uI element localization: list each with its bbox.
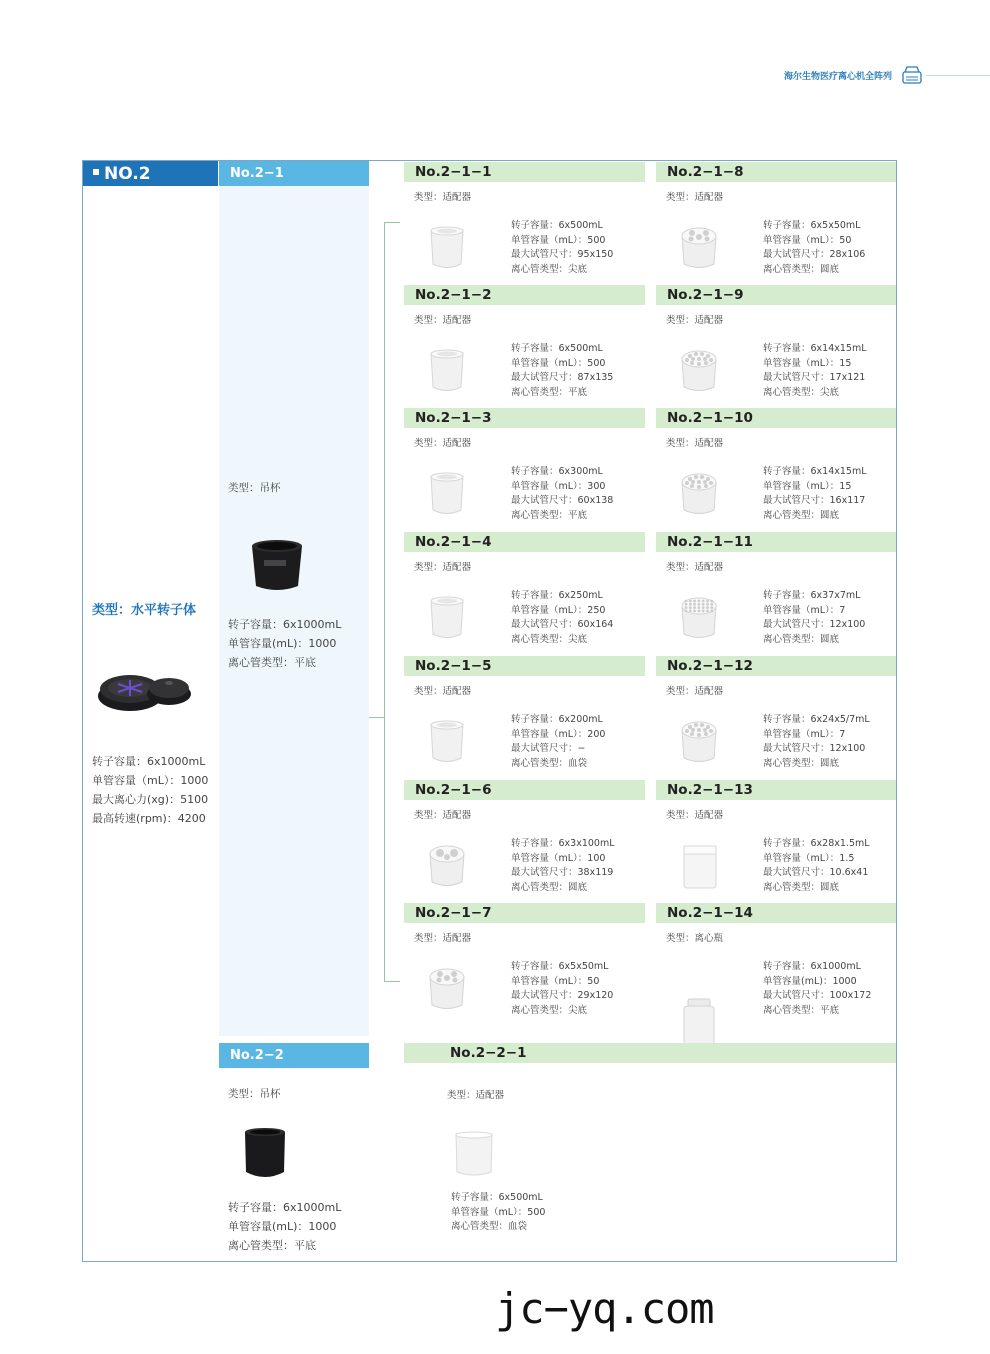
item-spec-max-tube-size: 最大试管尺寸：60x164 [511, 619, 614, 631]
item-specs [511, 589, 613, 648]
bucket-spec-tube-type: 离心管类型：平底 [228, 656, 316, 669]
adapter-5hole-icon [426, 965, 468, 1013]
item-spec-capacity: 转子容量：6x3x100mL [511, 838, 615, 849]
item-spec-tube-type: 离心管类型：圆底 [511, 882, 588, 894]
item-header: No.2−1−14 [656, 903, 896, 923]
adapter-cup-icon [426, 718, 468, 766]
item-spec-tube-volume: 单管容量（mL）：50 [763, 234, 852, 246]
item-type: 类型：离心瓶 [666, 933, 724, 944]
item-type: 类型：适配器 [414, 933, 472, 944]
item-spec-tube-volume: 单管容量（mL）：500 [451, 1206, 546, 1218]
item-spec-max-tube-size: 最大试管尺寸：29x120 [511, 990, 614, 1002]
item-spec-max-tube-size: 最大试管尺寸：16x117 [763, 495, 866, 507]
item-spec-max-tube-size: 最大试管尺寸：60x138 [511, 495, 614, 507]
item-spec-tube-type: 离心管类型：血袋 [451, 1221, 528, 1233]
item-spec-max-tube-size: 最大试管尺寸：87x135 [511, 372, 614, 384]
adapter-dense-icon [678, 594, 720, 642]
item-spec-tube-volume: 单管容量（mL）：7 [763, 728, 846, 740]
header-title: 海尔生物医疗离心机全阵列 [783, 72, 892, 82]
item-spec-max-tube-size: 最大试管尺寸：− [511, 743, 586, 755]
header-rule [926, 75, 990, 76]
adapter-cup-icon [426, 470, 468, 518]
item-specs [511, 837, 615, 896]
item-specs [763, 837, 870, 896]
item-specs [511, 465, 613, 524]
item-type: 类型：适配器 [666, 192, 724, 203]
bucket-specs-no2-1 [228, 615, 341, 672]
bucket-image-no2-1 [248, 536, 306, 596]
item-spec-tube-volume: 单管容量（mL）：1.5 [763, 852, 855, 864]
item-spec-max-tube-size: 最大试管尺寸：10.6x41 [763, 867, 869, 879]
adapter-bracket [384, 222, 400, 982]
rotor-spec-max-rcf: 最大离心力(xg)：5100 [92, 793, 209, 806]
item-spec-capacity: 转子容量：6x14x15mL [763, 466, 867, 477]
item-header: No.2−1−3 [404, 408, 645, 428]
item-spec-tube-type: 离心管类型：血袋 [511, 758, 588, 770]
rotor-type-label: 类型：水平转子体 [92, 603, 197, 618]
item-type: 类型：适配器 [666, 686, 724, 697]
item-spec-tube-type: 离心管类型：平底 [763, 1005, 840, 1017]
item-spec-tube-type: 离心管类型：圆底 [763, 510, 840, 522]
item-specs [511, 960, 613, 1019]
bucket-spec-capacity: 转子容量：6x1000mL [228, 618, 342, 631]
item-spec-capacity: 转子容量：6x5x50mL [763, 220, 861, 231]
item-spec-max-tube-size: 最大试管尺寸：17x121 [763, 372, 866, 384]
item-type: 类型：适配器 [414, 438, 472, 449]
item-type-no2-2-1: 类型：适配器 [447, 1090, 505, 1101]
item-spec-tube-volume: 单管容量（mL）：250 [511, 604, 606, 616]
item-type: 类型：适配器 [414, 192, 472, 203]
sub-column-no2-1 [219, 186, 369, 1036]
item-spec-tube-volume: 单管容量（mL）：15 [763, 480, 852, 492]
item-specs [763, 713, 870, 772]
bracket-connector [369, 717, 385, 718]
item-spec-tube-type: 离心管类型：圆底 [763, 758, 840, 770]
item-specs [511, 713, 605, 772]
adapter-cup-icon [426, 224, 468, 272]
item-specs [763, 219, 865, 278]
item-header: No.2−1−8 [656, 162, 896, 182]
item-spec-capacity: 转子容量：6x200mL [511, 714, 603, 725]
adapter-multihole-icon [678, 347, 720, 395]
item-specs [511, 219, 613, 278]
bucket-spec-tube-type: 离心管类型：平底 [228, 1239, 316, 1252]
item-specs [763, 342, 867, 401]
item-specs [763, 589, 865, 648]
item-header: No.2−1−10 [656, 408, 896, 428]
item-spec-tube-type: 离心管类型：尖底 [511, 264, 588, 276]
item-spec-tube-volume: 单管容量（mL）：200 [511, 728, 606, 740]
item-spec-capacity: 转子容量：6x500mL [511, 220, 603, 231]
item-spec-capacity: 转子容量：6x500mL [511, 343, 603, 354]
item-header: No.2−1−5 [404, 656, 645, 676]
item-spec-tube-type: 离心管类型：圆底 [763, 264, 840, 276]
sub-header-no2-1: No.2−1 [219, 161, 369, 186]
item-spec-capacity: 转子容量：6x300mL [511, 466, 603, 477]
item-header: No.2−1−6 [404, 780, 645, 800]
bucket-type-no2-2: 类型：吊杯 [228, 1088, 281, 1100]
item-spec-max-tube-size: 最大试管尺寸：12x100 [763, 743, 866, 755]
centrifuge-icon [901, 64, 923, 86]
item-header: No.2−1−7 [404, 903, 645, 923]
item-spec-capacity: 转子容量：6x500mL [451, 1192, 543, 1203]
item-type: 类型：适配器 [414, 810, 472, 821]
item-specs [511, 342, 613, 401]
item-spec-tube-volume: 单管容量（mL）：500 [511, 234, 606, 246]
item-spec-max-tube-size: 最大试管尺寸：38x119 [511, 867, 614, 879]
item-spec-capacity: 转子容量：6x14x15mL [763, 343, 867, 354]
section-header-no2 [83, 161, 218, 186]
adapter-cup-icon [426, 594, 468, 642]
watermark: jc−yq.com [495, 1284, 714, 1333]
item-spec-tube-volume: 单管容量(mL)：1000 [763, 975, 857, 987]
item-spec-max-tube-size: 最大试管尺寸：95x150 [511, 249, 614, 261]
item-type: 类型：适配器 [666, 562, 724, 573]
bucket-spec-tube-volume: 单管容量(mL)：1000 [228, 637, 337, 650]
item-spec-max-tube-size: 最大试管尺寸：28x106 [763, 249, 866, 261]
item-spec-max-tube-size: 最大试管尺寸：100x172 [763, 990, 872, 1002]
item-type: 类型：适配器 [414, 315, 472, 326]
item-specs-no2-2-1 [451, 1191, 545, 1235]
item-spec-tube-type: 离心管类型：尖底 [511, 1005, 588, 1017]
item-header: No.2−1−11 [656, 532, 896, 552]
item-spec-tube-type: 离心管类型：尖底 [763, 387, 840, 399]
item-spec-tube-volume: 单管容量（mL）：500 [511, 357, 606, 369]
item-spec-tube-type: 离心管类型：圆底 [763, 882, 840, 894]
bucket-spec-tube-volume: 单管容量(mL)：1000 [228, 1220, 337, 1233]
item-spec-tube-volume: 单管容量（mL）：7 [763, 604, 846, 616]
adapter-multihole-icon [678, 718, 720, 766]
item-spec-max-tube-size: 最大试管尺寸：12x100 [763, 619, 866, 631]
item-type: 类型：适配器 [666, 810, 724, 821]
item-type: 类型：适配器 [666, 315, 724, 326]
item-spec-capacity: 转子容量：6x250mL [511, 590, 603, 601]
sub-header-no2-2: No.2−2 [219, 1043, 369, 1068]
item-header: No.2−1−1 [404, 162, 645, 182]
item-specs [763, 465, 867, 524]
item-header-no2-2-1: No.2−2−1 [404, 1043, 896, 1063]
item-spec-tube-volume: 单管容量（mL）：50 [511, 975, 600, 987]
rotor-spec-tube-volume: 单管容量（mL）：1000 [92, 774, 209, 787]
rotor-spec-capacity: 转子容量：6x1000mL [92, 755, 206, 768]
item-type: 类型：适配器 [666, 438, 724, 449]
item-spec-capacity: 转子容量：6x1000mL [763, 961, 861, 972]
item-header: No.2−1−2 [404, 285, 645, 305]
item-spec-tube-type: 离心管类型：圆底 [763, 634, 840, 646]
item-spec-capacity: 转子容量：6x37x7mL [763, 590, 861, 601]
item-spec-tube-volume: 单管容量（mL）：300 [511, 480, 606, 492]
item-spec-tube-volume: 单管容量（mL）：100 [511, 852, 606, 864]
item-spec-tube-volume: 单管容量（mL）：15 [763, 357, 852, 369]
item-spec-capacity: 转子容量：6x5x50mL [511, 961, 609, 972]
item-spec-capacity: 转子容量：6x28x1.5mL [763, 838, 870, 849]
section-label: NO.2 [104, 164, 151, 184]
item-spec-tube-type: 离心管类型：尖底 [511, 634, 588, 646]
bucket-image-no2-2 [240, 1126, 290, 1184]
swing-rotor-image [96, 664, 194, 714]
item-specs [763, 960, 871, 1019]
adapter-multihole-icon [678, 470, 720, 518]
adapter-image-no2-2-1 [452, 1130, 496, 1180]
item-header: No.2−1−9 [656, 285, 896, 305]
adapter-3hole-icon [426, 842, 468, 890]
item-type: 类型：适配器 [414, 686, 472, 697]
item-spec-tube-type: 离心管类型：平底 [511, 387, 588, 399]
adapter-box-icon [678, 842, 720, 890]
item-header: No.2−1−4 [404, 532, 645, 552]
rotor-specs [92, 752, 208, 828]
bucket-spec-capacity: 转子容量：6x1000mL [228, 1201, 342, 1214]
adapter-cup-icon [426, 347, 468, 395]
item-header: No.2−1−13 [656, 780, 896, 800]
rotor-spec-max-speed: 最高转速(rpm)：4200 [92, 812, 206, 825]
item-type: 类型：适配器 [414, 562, 472, 573]
bucket-specs-no2-2 [228, 1198, 341, 1255]
adapter-5hole-icon [678, 224, 720, 272]
item-spec-tube-type: 离心管类型：平底 [511, 510, 588, 522]
item-header: No.2−1−12 [656, 656, 896, 676]
bucket-type-no2-1: 类型：吊杯 [228, 482, 281, 494]
item-spec-capacity: 转子容量：6x24x5/7mL [763, 714, 870, 725]
